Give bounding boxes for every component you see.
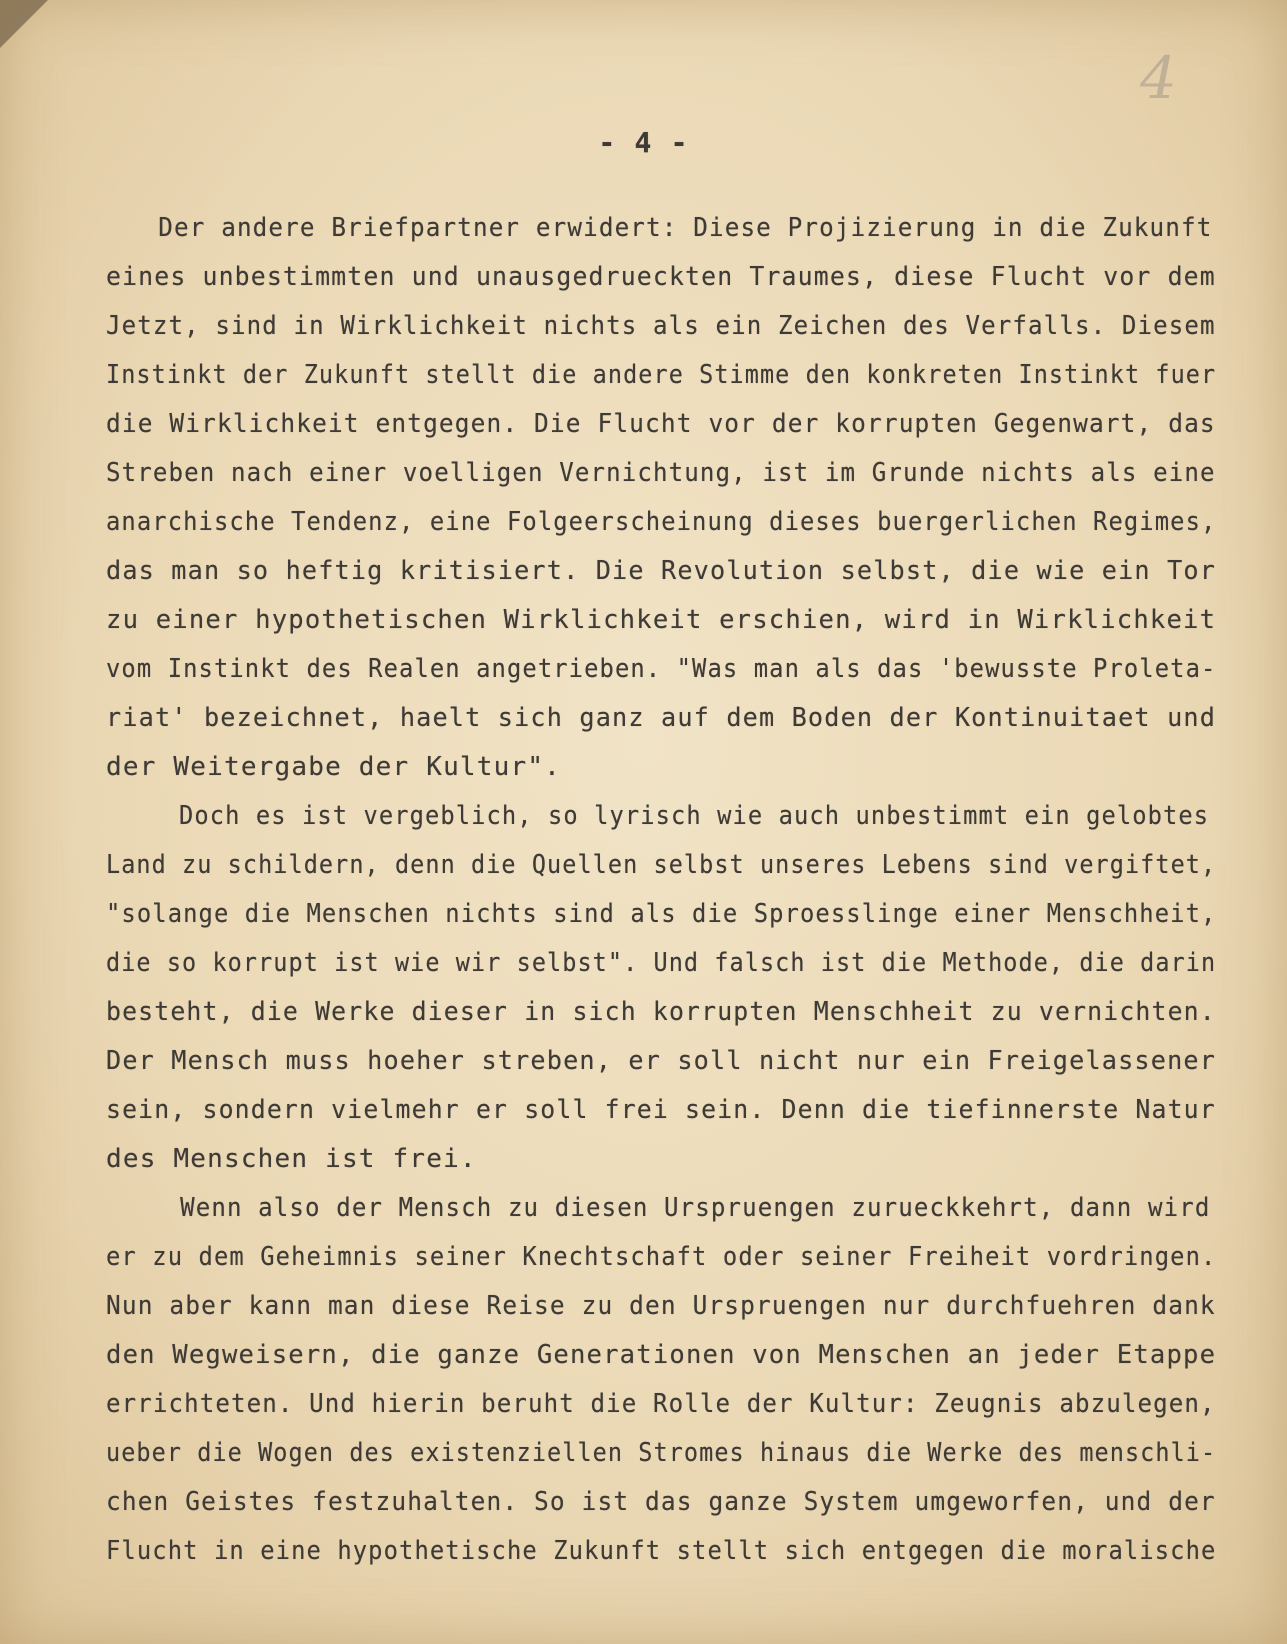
folded-corner <box>0 0 48 48</box>
text-line: ueber die Wogen des existenziellen Stromes hinaus die Werke des menschli- <box>106 1438 1217 1468</box>
text-line: vom Instinkt des Realen angetrieben. "Was man als das 'bewusste Proleta- <box>106 654 1217 684</box>
text-line: Jetzt, sind in Wirklichkeit nichts als ein Zeichen des Verfalls. Diesem <box>106 311 1216 341</box>
text-line: zu einer hypothetischen Wirklichkeit erschien, wird in Wirklichkeit <box>106 605 1217 635</box>
text-line: Flucht in eine hypothetische Zukunft stellt sich entgegen die moralische <box>106 1536 1217 1566</box>
text-line: die Wirklichkeit entgegen. Die Flucht vor der korrupten Gegenwart, das <box>106 409 1216 439</box>
text-line: Der Mensch muss hoeher streben, er soll nicht nur ein Freigelassener <box>106 1046 1217 1076</box>
text-line: Streben nach einer voelligen Vernichtung, ist im Grunde nichts als eine <box>106 458 1216 488</box>
text-line: Der andere Briefpartner erwidert: Diese Projizierung in die Zukunft <box>158 213 1213 243</box>
handwritten-page-mark: 4 <box>1140 44 1177 112</box>
text-line: Land zu schildern, denn die Quellen selbst unseres Lebens sind vergiftet, <box>106 850 1217 880</box>
text-line: Wenn also der Mensch zu diesen Urspruengen zurueckkehrt, dann wird <box>180 1193 1211 1223</box>
text-line: die so korrupt ist wie wir selbst". Und falsch ist die Methode, die darin <box>106 948 1217 978</box>
text-line: Nun aber kann man diese Reise zu den Urspruengen nur durchfuehren dank <box>106 1291 1216 1321</box>
text-line: besteht, die Werke dieser in sich korrupten Menschheit zu vernichten. <box>106 997 1216 1027</box>
text-line: eines unbestimmten und unausgedrueckten Traumes, diese Flucht vor dem <box>106 262 1216 292</box>
text-line: Instinkt der Zukunft stellt die andere Stimme den konkreten Instinkt fuer <box>106 360 1217 390</box>
text-line: sein, sondern vielmehr er soll frei sein. Denn die tiefinnerste Natur <box>106 1095 1216 1125</box>
text-line: das man so heftig kritisiert. Die Revolution selbst, die wie ein Tor <box>106 556 1217 586</box>
text-line: den Wegweisern, die ganze Generationen von Menschen an jeder Etappe <box>106 1340 1217 1370</box>
text-line: riat' bezeichnet, haelt sich ganz auf dem Boden der Kontinuitaet und <box>106 703 1217 733</box>
body-text <box>106 204 1216 1576</box>
text-line: er zu dem Geheimnis seiner Knechtschaft oder seiner Freiheit vordringen. <box>106 1242 1217 1272</box>
text-line: anarchische Tendenz, eine Folgeerscheinung dieses buergerlichen Regimes, <box>106 507 1217 537</box>
text-line: errichteten. Und hierin beruht die Rolle der Kultur: Zeugnis abzulegen, <box>106 1389 1216 1419</box>
text-line: "solange die Menschen nichts sind als die Sproesslinge einer Menschheit, <box>106 899 1217 929</box>
text-line: der Weitergabe der Kultur". <box>106 752 562 782</box>
text-line: des Menschen ist frei. <box>106 1144 477 1174</box>
text-line: chen Geistes festzuhalten. So ist das ganze System umgeworfen, und der <box>106 1487 1216 1517</box>
page-number: - 4 - <box>598 126 689 159</box>
text-line: Doch es ist vergeblich, so lyrisch wie auch unbestimmt ein gelobtes <box>178 801 1210 831</box>
